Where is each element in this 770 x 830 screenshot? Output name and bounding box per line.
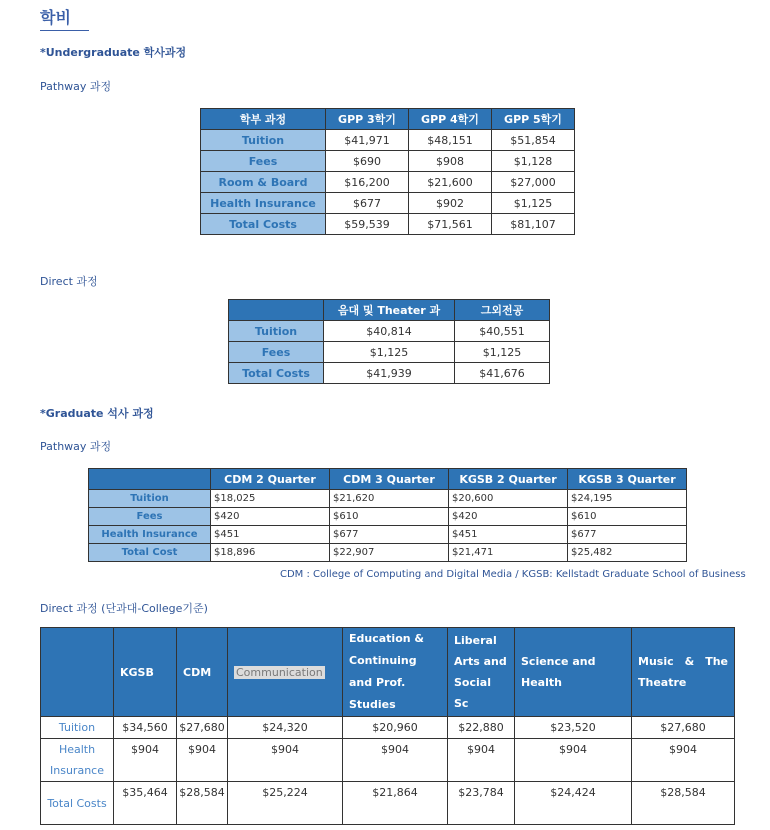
table-header: GPP 3학기 — [326, 109, 409, 130]
table-cell: $24,320 — [228, 717, 343, 739]
table-row — [41, 739, 735, 782]
row-label: Fees — [201, 151, 326, 172]
table-cell: $1,125 — [324, 342, 455, 363]
table-cell: $610 — [330, 508, 449, 526]
table-cell: $59,539 — [326, 214, 409, 235]
table-cell: $18,896 — [211, 544, 330, 562]
table-cell: $904 — [343, 739, 448, 782]
table-header: 그외전공 — [455, 300, 550, 321]
table-cell: $81,107 — [492, 214, 575, 235]
table-row — [229, 363, 550, 384]
table-cell: $20,960 — [343, 717, 448, 739]
table-header: CDM 3 Quarter — [330, 469, 449, 490]
grad-direct-table — [40, 627, 735, 825]
table-cell: $22,880 — [448, 717, 515, 739]
grad-pathway-label: Pathway 과정 — [40, 440, 112, 453]
table-cell: $1,125 — [492, 193, 575, 214]
table-row — [41, 717, 735, 739]
table-header: KGSB — [114, 628, 177, 717]
table-cell: $25,482 — [568, 544, 687, 562]
table-cell: $902 — [409, 193, 492, 214]
page-title: 학비 — [40, 5, 89, 31]
table-header — [41, 628, 114, 717]
table-cell: $677 — [330, 526, 449, 544]
table-cell: $40,814 — [324, 321, 455, 342]
row-label: Tuition — [229, 321, 324, 342]
row-label: Tuition — [201, 130, 326, 151]
row-label: Total Costs — [41, 782, 114, 825]
table-header: KGSB 3 Quarter — [568, 469, 687, 490]
table-cell: $451 — [449, 526, 568, 544]
table-header: CDM — [177, 628, 228, 717]
table-cell: $41,676 — [455, 363, 550, 384]
table-cell: $16,200 — [326, 172, 409, 193]
table-cell: $610 — [568, 508, 687, 526]
table-cell: $35,464 — [114, 782, 177, 825]
table-header — [343, 628, 448, 717]
table-row — [201, 193, 575, 214]
table-cell: $23,784 — [448, 782, 515, 825]
row-label: Fees — [89, 508, 211, 526]
table-cell: $22,907 — [330, 544, 449, 562]
table-cell: $40,551 — [455, 321, 550, 342]
undergrad-pathway-label: Pathway 과정 — [40, 80, 112, 93]
table-cell: $48,151 — [409, 130, 492, 151]
table-row — [201, 172, 575, 193]
grad-direct-label: Direct 과정 (단과대-College기준) — [40, 602, 208, 615]
row-label: Total Costs — [229, 363, 324, 384]
communication-header-highlight: Communication — [236, 665, 323, 679]
table-row — [41, 782, 735, 825]
row-label: Tuition — [41, 717, 114, 739]
table-cell: $21,471 — [449, 544, 568, 562]
grad-pathway-table — [88, 468, 687, 562]
table-header: KGSB 2 Quarter — [449, 469, 568, 490]
grad-heading: *Graduate 석사 과정 — [40, 407, 154, 420]
table-cell: $21,620 — [330, 490, 449, 508]
table-header — [229, 300, 324, 321]
undergrad-direct-table — [228, 299, 550, 384]
table-cell: $27,680 — [177, 717, 228, 739]
table-header: Music & The Theatre — [632, 628, 735, 717]
table-cell: $904 — [515, 739, 632, 782]
table-cell: $27,680 — [632, 717, 735, 739]
row-label: Total Cost — [89, 544, 211, 562]
table-row — [201, 151, 575, 172]
table-cell: $904 — [448, 739, 515, 782]
table-cell: $904 — [114, 739, 177, 782]
table-header — [228, 628, 343, 717]
table-cell: $25,224 — [228, 782, 343, 825]
undergrad-direct-label: Direct 과정 — [40, 275, 98, 288]
table-cell: $904 — [228, 739, 343, 782]
education-header-text: Education & Continuing and Prof. Studies — [349, 632, 425, 711]
row-label: Health Insurance — [201, 193, 326, 214]
table-header: GPP 4학기 — [409, 109, 492, 130]
row-label: Health Insurance — [41, 739, 114, 782]
table-row — [229, 342, 550, 363]
table-row — [89, 526, 687, 544]
undergrad-pathway-table — [200, 108, 575, 235]
table-cell: $420 — [211, 508, 330, 526]
table-cell: $677 — [326, 193, 409, 214]
table-cell: $908 — [409, 151, 492, 172]
row-label: Room & Board — [201, 172, 326, 193]
table-cell: $21,600 — [409, 172, 492, 193]
table-row — [201, 130, 575, 151]
table-cell: $28,584 — [632, 782, 735, 825]
table-cell: $23,520 — [515, 717, 632, 739]
table-header: 음대 및 Theater 과 — [324, 300, 455, 321]
table-cell: $34,560 — [114, 717, 177, 739]
table-cell: $451 — [211, 526, 330, 544]
table-header: GPP 5학기 — [492, 109, 575, 130]
table-cell: $27,000 — [492, 172, 575, 193]
table-cell: $18,025 — [211, 490, 330, 508]
table-row — [89, 508, 687, 526]
table-cell: $21,864 — [343, 782, 448, 825]
table-header: Liberal Arts and Social Sc — [448, 628, 515, 717]
table-row — [89, 544, 687, 562]
table-cell: $904 — [632, 739, 735, 782]
table-row — [201, 214, 575, 235]
table-cell: $28,584 — [177, 782, 228, 825]
table-cell: $1,128 — [492, 151, 575, 172]
row-label: Fees — [229, 342, 324, 363]
table-header — [89, 469, 211, 490]
row-label: Total Costs — [201, 214, 326, 235]
table-cell: $690 — [326, 151, 409, 172]
row-label: Tuition — [89, 490, 211, 508]
table-cell: $904 — [177, 739, 228, 782]
table-header: 학부 과정 — [201, 109, 326, 130]
table-cell: $41,971 — [326, 130, 409, 151]
table-header: CDM 2 Quarter — [211, 469, 330, 490]
table-cell: $71,561 — [409, 214, 492, 235]
abbreviation-note: CDM : College of Computing and Digital Media / KGSB: Kellstadt Graduate School of Business — [280, 569, 746, 580]
table-row — [89, 490, 687, 508]
table-cell: $20,600 — [449, 490, 568, 508]
table-cell: $24,424 — [515, 782, 632, 825]
table-cell: $24,195 — [568, 490, 687, 508]
undergrad-heading: *Undergraduate 학사과정 — [40, 46, 187, 59]
row-label: Health Insurance — [89, 526, 211, 544]
table-row — [229, 321, 550, 342]
table-cell: $420 — [449, 508, 568, 526]
table-cell: $41,939 — [324, 363, 455, 384]
table-cell: $51,854 — [492, 130, 575, 151]
table-header: Science and Health — [515, 628, 632, 717]
table-cell: $1,125 — [455, 342, 550, 363]
table-cell: $677 — [568, 526, 687, 544]
